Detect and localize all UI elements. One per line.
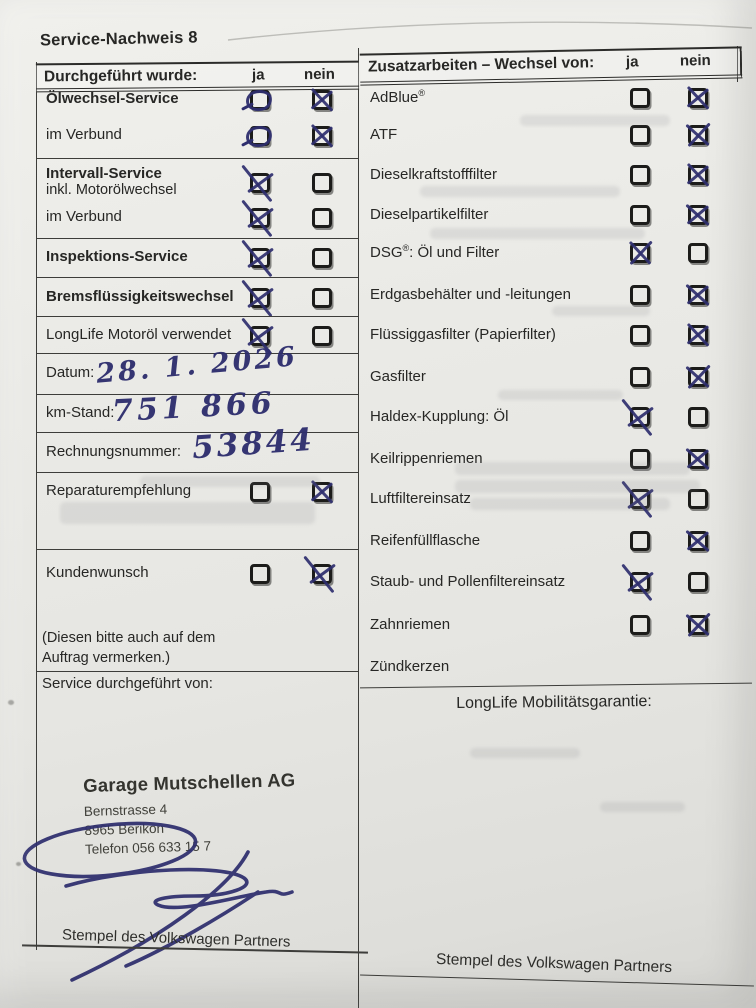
service-item-label xyxy=(370,285,571,303)
service-item-label xyxy=(370,407,508,425)
rule-line xyxy=(36,472,359,473)
table-row xyxy=(36,286,359,316)
paper-speck xyxy=(16,862,21,866)
dealer-address-line: Bernstrasse 4 xyxy=(83,801,168,819)
table-row xyxy=(36,206,359,236)
checkbox-ja xyxy=(250,564,270,584)
rule-line xyxy=(36,277,359,278)
service-item-label xyxy=(370,165,497,183)
right-table-header xyxy=(360,46,743,85)
right-header-nein: nein xyxy=(679,51,711,70)
table-row xyxy=(362,241,750,269)
note-line: (Diesen bitte auch auf dem xyxy=(42,630,216,646)
checkbox-nein xyxy=(688,243,708,263)
label-text: ATF xyxy=(370,126,398,143)
checkbox-ja xyxy=(250,208,270,228)
pen-mark xyxy=(688,367,708,387)
rule-line xyxy=(360,683,752,689)
dealer-name: Garage Mutschellen AG xyxy=(82,769,296,796)
checkbox-ja xyxy=(630,367,650,387)
checkbox-ja xyxy=(630,285,650,305)
checkbox-nein xyxy=(688,325,708,345)
pen-mark xyxy=(630,325,650,345)
pen-mark xyxy=(688,243,708,263)
pen-mark xyxy=(688,325,708,345)
checkbox-nein xyxy=(312,288,332,308)
service-item-label: Bremsflüssigkeitswechsel xyxy=(46,288,234,305)
pen-mark xyxy=(688,407,708,427)
pen-mark xyxy=(250,90,270,110)
pen-mark xyxy=(630,531,650,551)
checkbox-ja xyxy=(630,531,650,551)
bleed-through-artifact xyxy=(470,748,580,758)
label-text: DSG xyxy=(370,244,403,261)
service-item-sublabel: inkl. Motorölwechsel xyxy=(46,182,177,198)
bleed-through-artifact xyxy=(600,802,685,812)
service-item-label xyxy=(370,125,397,143)
checkbox-ja xyxy=(630,243,650,263)
pen-mark xyxy=(312,288,332,308)
service-item-label: Intervall-Service xyxy=(46,165,162,182)
note-line: Auftrag vermerken.) xyxy=(42,650,171,666)
checkbox-ja xyxy=(250,288,270,308)
bleed-through-artifact xyxy=(60,502,315,524)
checkbox-nein xyxy=(688,125,708,145)
table-row xyxy=(362,365,750,393)
pen-mark xyxy=(688,531,708,551)
checkbox-nein xyxy=(312,326,332,346)
pen-mark xyxy=(250,126,270,146)
pen-mark xyxy=(630,572,650,592)
table-row xyxy=(362,86,750,114)
bleed-through-artifact xyxy=(552,306,650,316)
table-row xyxy=(362,570,750,598)
label-text: Reifenfüllflasche xyxy=(370,532,481,549)
checkbox-nein xyxy=(312,208,332,228)
label-text: Flüssiggasfilter (Papierfilter) xyxy=(370,326,556,343)
checkbox-nein xyxy=(312,126,332,146)
registered-mark: ® xyxy=(402,243,410,253)
checkbox-ja xyxy=(630,407,650,427)
label-text: Gasfilter xyxy=(370,368,426,385)
table-row xyxy=(362,405,750,433)
table-row xyxy=(362,655,750,683)
checkbox-nein xyxy=(312,248,332,268)
label-text: Dieselpartikelfilter xyxy=(370,206,489,223)
label-text: AdBlue xyxy=(370,89,419,106)
service-item-label xyxy=(370,615,450,633)
checkbox-ja xyxy=(630,615,650,635)
pen-mark xyxy=(688,205,708,225)
checkbox-nein xyxy=(688,449,708,469)
label-text: Haldex-Kupplung: Öl xyxy=(370,408,509,425)
pen-mark xyxy=(312,126,332,146)
rule-line xyxy=(36,671,359,672)
stamp-caption-right: Stempel des Volkswagen Partners xyxy=(435,950,673,977)
service-item-label xyxy=(370,657,449,675)
pen-mark xyxy=(312,173,332,193)
table-row xyxy=(36,562,359,592)
checkbox-nein xyxy=(688,367,708,387)
field-label-datum: Datum: xyxy=(46,364,95,381)
pen-mark xyxy=(630,205,650,225)
service-item-label: Ölwechsel-Service xyxy=(46,90,179,107)
table-row xyxy=(362,203,750,231)
pen-mark xyxy=(630,367,650,387)
service-item-label: Inspektions-Service xyxy=(46,248,188,265)
checkbox-nein xyxy=(688,615,708,635)
service-item-label: im Verbund xyxy=(46,126,122,143)
label-text: Keilrippenriemen xyxy=(370,450,483,467)
rule-line xyxy=(36,158,359,159)
table-row xyxy=(36,88,359,118)
paper-speck xyxy=(8,700,14,705)
checkbox-nein xyxy=(688,531,708,551)
checkbox-nein xyxy=(688,205,708,225)
bleed-through-artifact xyxy=(430,228,645,239)
pen-mark xyxy=(312,90,332,110)
pen-mark xyxy=(630,407,650,427)
checkbox-nein xyxy=(312,564,332,584)
checkbox-nein xyxy=(312,173,332,193)
pen-mark xyxy=(688,88,708,108)
service-by-label: Service durchgeführt von: xyxy=(42,675,213,692)
pen-mark xyxy=(250,248,270,268)
pen-mark xyxy=(250,208,270,228)
table-row xyxy=(362,323,750,351)
service-item-label xyxy=(370,205,488,223)
field-label-rechnungsnummer: Rechnungsnummer: xyxy=(46,443,182,460)
pen-mark xyxy=(630,88,650,108)
bleed-through-artifact xyxy=(140,476,320,487)
dealer-address-line: 8965 Berikon xyxy=(84,820,165,838)
pen-mark xyxy=(312,248,332,268)
table-row xyxy=(362,613,750,641)
service-item-label: Reparaturempfehlung xyxy=(46,482,192,499)
pen-mark xyxy=(312,326,332,346)
label-text: : Öl und Filter xyxy=(409,244,500,261)
pen-mark xyxy=(688,449,708,469)
checkbox-ja xyxy=(630,165,650,185)
pen-mark xyxy=(630,615,650,635)
pen-mark xyxy=(630,243,650,263)
service-item-label xyxy=(370,531,480,549)
checkbox-ja xyxy=(630,125,650,145)
checkbox-ja xyxy=(630,325,650,345)
handwritten-invoice-value: 53844 xyxy=(190,421,316,467)
rule-line xyxy=(36,549,359,550)
table-row xyxy=(36,246,359,276)
label-text: Dieselkraftstofffilter xyxy=(370,166,497,183)
label-text: Zahnriemen xyxy=(370,616,451,633)
pen-mark xyxy=(688,125,708,145)
checkbox-nein xyxy=(688,285,708,305)
bleed-through-artifact xyxy=(420,186,620,197)
checkbox-nein xyxy=(688,88,708,108)
checkbox-ja xyxy=(250,90,270,110)
dealer-phone: Telefon 056 633 15 7 xyxy=(84,838,212,857)
pen-mark xyxy=(250,564,270,584)
label-text: Staub- und Pollenfiltereinsatz xyxy=(370,573,566,590)
checkbox-nein xyxy=(688,407,708,427)
field-label-km-stand: km-Stand: xyxy=(46,404,115,421)
pen-mark xyxy=(630,285,650,305)
pen-mark xyxy=(688,572,708,592)
label-text: Luftfiltereinsatz xyxy=(370,490,471,507)
table-row xyxy=(36,124,359,154)
service-item-label: im Verbund xyxy=(46,208,122,225)
checkbox-nein xyxy=(312,90,332,110)
left-header-ja: ja xyxy=(251,66,265,84)
label-text: Erdgasbehälter und -leitungen xyxy=(370,286,571,303)
left-header-label: Durchgeführt wurde: xyxy=(43,67,198,86)
table-row xyxy=(362,123,750,151)
service-item-label xyxy=(370,572,565,590)
pen-mark xyxy=(630,165,650,185)
pen-mark xyxy=(688,615,708,635)
checkbox-ja xyxy=(250,126,270,146)
table-row xyxy=(36,163,359,198)
handwritten-date-value: 28. 1. 2026 xyxy=(95,341,300,390)
checkbox-nein xyxy=(688,165,708,185)
handwritten-km-value: 751 866 xyxy=(111,385,277,430)
left-header-nein: nein xyxy=(303,65,335,84)
form-title: Service-Nachweis 8 xyxy=(39,28,198,50)
checkbox-ja xyxy=(630,88,650,108)
bleed-through-artifact xyxy=(455,462,690,475)
rule-line xyxy=(360,974,754,986)
rule-line xyxy=(36,238,359,239)
table-row xyxy=(362,529,750,557)
longlife-guarantee-label: LongLife Mobilitätsgarantie: xyxy=(456,692,652,713)
checkbox-ja xyxy=(250,248,270,268)
signature-scribble xyxy=(8,808,328,998)
pen-mark xyxy=(250,173,270,193)
service-item-label xyxy=(370,367,426,385)
service-item-label xyxy=(370,325,556,343)
pen-mark xyxy=(688,165,708,185)
registered-mark: ® xyxy=(418,88,426,98)
bleed-through-artifact xyxy=(455,480,700,493)
pen-mark xyxy=(688,285,708,305)
bleed-through-artifact xyxy=(498,390,623,400)
right-header-ja: ja xyxy=(625,53,639,71)
checkbox-ja xyxy=(630,205,650,225)
label-text: Zündkerzen xyxy=(370,658,450,675)
checkbox-nein xyxy=(688,572,708,592)
checkbox-ja xyxy=(630,572,650,592)
pen-mark xyxy=(250,288,270,308)
pen-mark xyxy=(312,564,332,584)
service-item-label xyxy=(370,88,425,106)
pen-mark xyxy=(630,125,650,145)
service-item-label: Kundenwunsch xyxy=(46,564,149,581)
stamp-caption-left: Stempel des Volkswagen Partners xyxy=(61,926,291,951)
service-item-label xyxy=(370,243,499,261)
checkbox-ja xyxy=(250,173,270,193)
bleed-through-artifact xyxy=(470,498,670,510)
bleed-through-artifact xyxy=(520,115,670,126)
rule-line xyxy=(36,316,359,317)
pen-mark xyxy=(312,208,332,228)
right-header-label: Zusatzarbeiten – Wechsel von: xyxy=(367,54,595,76)
service-item-label: LongLife Motoröl verwendet xyxy=(46,326,232,343)
